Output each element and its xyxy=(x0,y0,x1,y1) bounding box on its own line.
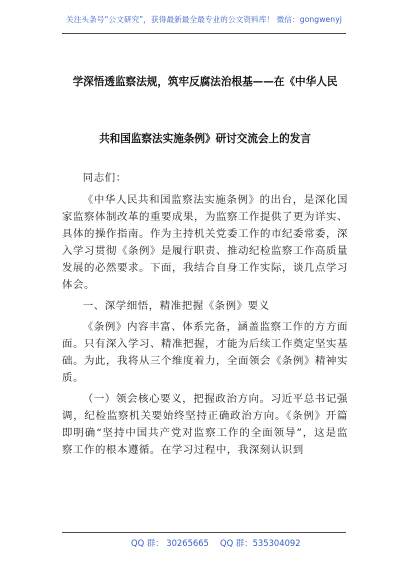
greeting: 同志们： xyxy=(82,172,127,184)
header-notice: 关注头条号“公文研究”，获得最新最全最专业的公文资料库！ 微信：gongwenyj xyxy=(66,15,342,24)
paragraph-section-1: 《条例》内容丰富、体系完备，涵盖监察工作的方方面面。只有深入学习、精准把握，才能为后续工作奠定坚实基础。为此，我将从三个维度着力，全面领会《条例》精神实质。 xyxy=(62,321,348,384)
title-line-2: 共和国监察法实施条例》研讨交流会上的发言 xyxy=(99,133,311,145)
document-body xyxy=(62,170,348,463)
footer-qq-group-2: QQ 群：535304092 xyxy=(220,538,301,548)
header-divider xyxy=(62,33,346,34)
title-line-1: 学深悟透监察法规，筑牢反腐法治根基——在《中华人民 xyxy=(72,76,338,88)
footer-divider xyxy=(62,532,346,533)
paragraph-intro: 《中华人民共和国监察法实施条例》的出台，是深化国家监察体制改革的重要成果，为监察工作提供了更为详实、具体的操作指南。作为主持机关党委工作的市纪委常委，深入学习贯彻《条例》是履行职责、推动纪检监察工作高质量发展的必然要求。下面，我结合自身工作实际，谈几点学习体会。 xyxy=(62,194,348,291)
paragraph-subsection-1: （一）领会核心要义，把握政治方向。习近平总书记强调，纪检监察机关要始终坚持正确政治方向。《条例》开篇即明确“坚持中国共产党对监察工作的全面领导”，这是监察工作的根本遵循。在学习过程中，我深刻认识到 xyxy=(62,393,348,456)
section-heading-1: 一、深学细悟，精准把握《条例》要义 xyxy=(82,300,270,312)
footer-qq-group-1: QQ 群： 30265665 xyxy=(131,538,209,548)
